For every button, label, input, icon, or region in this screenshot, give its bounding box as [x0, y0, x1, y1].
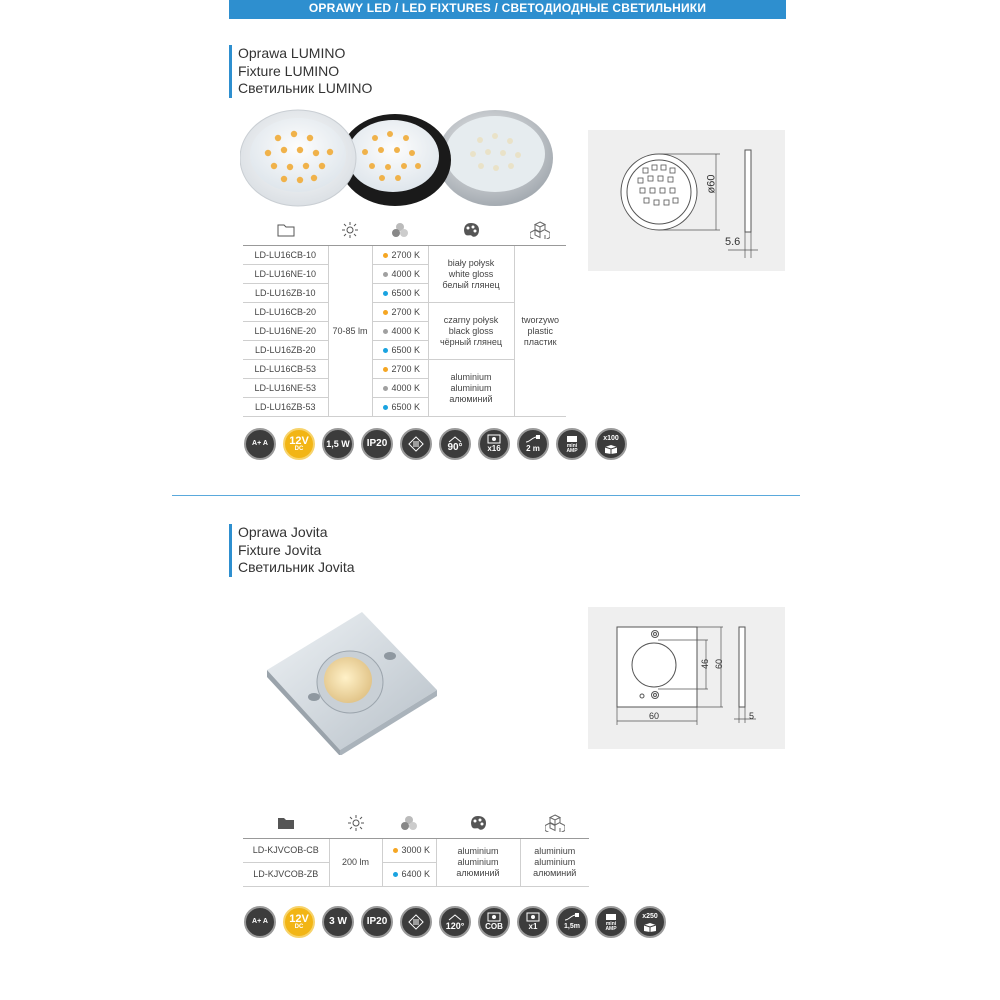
power-badge: 1,5 W — [322, 428, 354, 460]
package-quantity-badge: x250 — [634, 906, 666, 938]
dimmable-icon — [400, 906, 432, 938]
led-count-badge: x1 — [517, 906, 549, 938]
lumino-feature-badges — [244, 428, 634, 460]
lumino-height-label: 5.6 — [725, 236, 741, 248]
color-temperature-cell — [372, 322, 428, 341]
table-row — [243, 839, 589, 863]
finish-cell-line: белый глянец — [442, 279, 500, 290]
lumino-title-en: Fixture LUMINO — [238, 62, 340, 79]
finish-palette-icon — [436, 808, 520, 838]
material-cubes-icon — [514, 215, 566, 245]
cable-length-badge: 1,5m — [556, 906, 588, 938]
color-temperature-value: 4000 K — [391, 268, 421, 279]
dimmable-icon — [400, 428, 432, 460]
lumino-title-pl: Oprawa LUMINO — [238, 45, 346, 61]
jovita-spec-table — [243, 808, 589, 887]
finish-cell-line: white gloss — [448, 268, 494, 279]
material-cell-line: plastic — [527, 325, 553, 336]
product-code: LD-LU16NE-20 — [243, 322, 328, 341]
jovita-title-block — [229, 524, 355, 577]
color-temperature-cell — [372, 379, 428, 398]
finish-cell-line: aluminium — [457, 857, 499, 867]
color-temperature-value: 2700 K — [391, 363, 421, 374]
finish-cell-line: aluminium — [457, 846, 499, 856]
jovita-feature-badges — [244, 906, 673, 938]
finish-cell-line: aluminium — [450, 382, 492, 393]
color-temperature-cell — [382, 839, 436, 863]
lumino-title-ru: Светильник LUMINO — [238, 80, 373, 96]
energy-class-badge: A+ A — [244, 906, 276, 938]
package-quantity-badge: x100 — [595, 428, 627, 460]
finish-cell-line: black gloss — [448, 325, 494, 336]
product-code: LD-KJVCOB-CB — [243, 839, 329, 863]
product-code: LD-LU16CB-53 — [243, 360, 328, 379]
color-temperature-value: 6500 K — [391, 401, 421, 412]
product-code: LD-LU16NE-10 — [243, 265, 328, 284]
color-dot-icon — [383, 348, 388, 353]
jovita-technical-drawing — [588, 607, 785, 749]
color-dot-icon — [393, 848, 398, 853]
material-cell-line: алюминий — [533, 868, 577, 878]
jovita-product-photo — [262, 610, 442, 755]
lumino-product-photo — [240, 108, 560, 208]
product-code: LD-LU16CB-20 — [243, 303, 328, 322]
material-cell — [520, 839, 589, 887]
material-cubes-icon — [520, 808, 589, 838]
jovita-title-pl: Oprawa Jovita — [238, 524, 328, 540]
finish-cell-line: алюминий — [456, 868, 500, 878]
beam-angle-badge: 120° — [439, 906, 471, 938]
product-code: LD-LU16NE-53 — [243, 379, 328, 398]
luminous-flux-cell: 200 lm — [329, 839, 382, 887]
brightness-icon — [329, 808, 382, 838]
finish-cell-line: алюминий — [449, 393, 493, 404]
jovita-inner-dimension: 46 — [700, 658, 711, 670]
connector-badge: mini AMP — [556, 428, 588, 460]
color-temperature-value: 2700 K — [391, 249, 421, 260]
color-dot-icon — [383, 310, 388, 315]
color-temperature-cell — [372, 303, 428, 322]
product-code: LD-LU16ZB-10 — [243, 284, 328, 303]
product-code: LD-KJVCOB-ZB — [243, 863, 329, 887]
beam-angle-badge: 90° — [439, 428, 471, 460]
section-separator — [172, 495, 800, 496]
jovita-height-dimension: 60 — [714, 658, 725, 670]
color-temperature-value: 4000 K — [391, 325, 421, 336]
color-temperature-cell — [372, 246, 428, 265]
lumino-spec-table — [243, 215, 566, 417]
jovita-depth-dimension: 5 — [749, 711, 755, 721]
color-temperature-icon — [372, 215, 428, 245]
finish-cell — [428, 246, 514, 303]
color-temperature-cell — [372, 398, 428, 417]
finish-cell-line: czarny połysk — [443, 314, 499, 325]
jovita-title-en: Fixture Jovita — [238, 541, 322, 558]
luminous-flux-cell: 70-85 lm — [328, 246, 372, 417]
finish-cell-line: biały połysk — [447, 257, 495, 268]
ip-rating-badge: IP20 — [361, 906, 393, 938]
color-temperature-value: 2700 K — [391, 306, 421, 317]
material-cell-line: aluminium — [534, 857, 576, 867]
color-dot-icon — [383, 386, 388, 391]
lumino-title-block — [229, 45, 372, 98]
color-temperature-cell — [372, 341, 428, 360]
ip-rating-badge: IP20 — [361, 428, 393, 460]
jovita-title-ru: Светильник Jovita — [238, 559, 355, 575]
color-dot-icon — [383, 253, 388, 258]
color-temperature-value: 6500 K — [391, 287, 421, 298]
finish-cell — [436, 839, 520, 887]
product-code: LD-LU16ZB-53 — [243, 398, 328, 417]
connector-badge: mini AMP — [595, 906, 627, 938]
finish-cell — [428, 360, 514, 417]
chip-type-badge: COB — [478, 906, 510, 938]
finish-cell-line: чёрный глянец — [439, 336, 502, 347]
material-cell — [514, 246, 566, 417]
cable-length-badge: 2 m — [517, 428, 549, 460]
color-temperature-value: 4000 K — [391, 382, 421, 393]
color-temperature-value: 6400 K — [401, 869, 431, 879]
power-badge: 3 W — [322, 906, 354, 938]
color-dot-icon — [383, 405, 388, 410]
color-temperature-cell — [372, 284, 428, 303]
color-temperature-value: 3000 K — [401, 845, 431, 855]
color-temperature-value: 6500 K — [391, 344, 421, 355]
header-banner: OPRAWY LED / LED FIXTURES / СВЕТОДИОДНЫЕ СВЕТИЛЬНИКИ — [229, 0, 786, 19]
color-temperature-icon — [382, 808, 436, 838]
table-row — [243, 246, 566, 265]
color-dot-icon — [383, 272, 388, 277]
material-cell-line: tworzywo — [521, 314, 559, 325]
product-code: LD-LU16ZB-20 — [243, 341, 328, 360]
material-cell-line: aluminium — [534, 846, 576, 856]
brightness-icon — [328, 215, 372, 245]
color-dot-icon — [383, 329, 388, 334]
finish-palette-icon — [428, 215, 514, 245]
voltage-badge: 12V DC — [283, 428, 315, 460]
color-dot-icon — [383, 291, 388, 296]
folder-icon — [243, 215, 328, 245]
energy-class-badge: A+ A — [244, 428, 276, 460]
led-count-badge: x16 — [478, 428, 510, 460]
material-cell-line: пластик — [523, 336, 557, 347]
color-temperature-cell — [372, 360, 428, 379]
lumino-technical-drawing — [588, 130, 785, 271]
color-dot-icon — [383, 367, 388, 372]
finish-cell-line: aluminium — [450, 371, 492, 382]
lumino-diameter-label: ø60 — [705, 174, 718, 194]
product-code: LD-LU16CB-10 — [243, 246, 328, 265]
color-temperature-cell — [372, 265, 428, 284]
voltage-badge: 12V DC — [283, 906, 315, 938]
color-dot-icon — [393, 872, 398, 877]
jovita-width-dimension: 60 — [649, 711, 660, 721]
folder-icon — [243, 808, 329, 838]
color-temperature-cell — [382, 863, 436, 887]
finish-cell — [428, 303, 514, 360]
